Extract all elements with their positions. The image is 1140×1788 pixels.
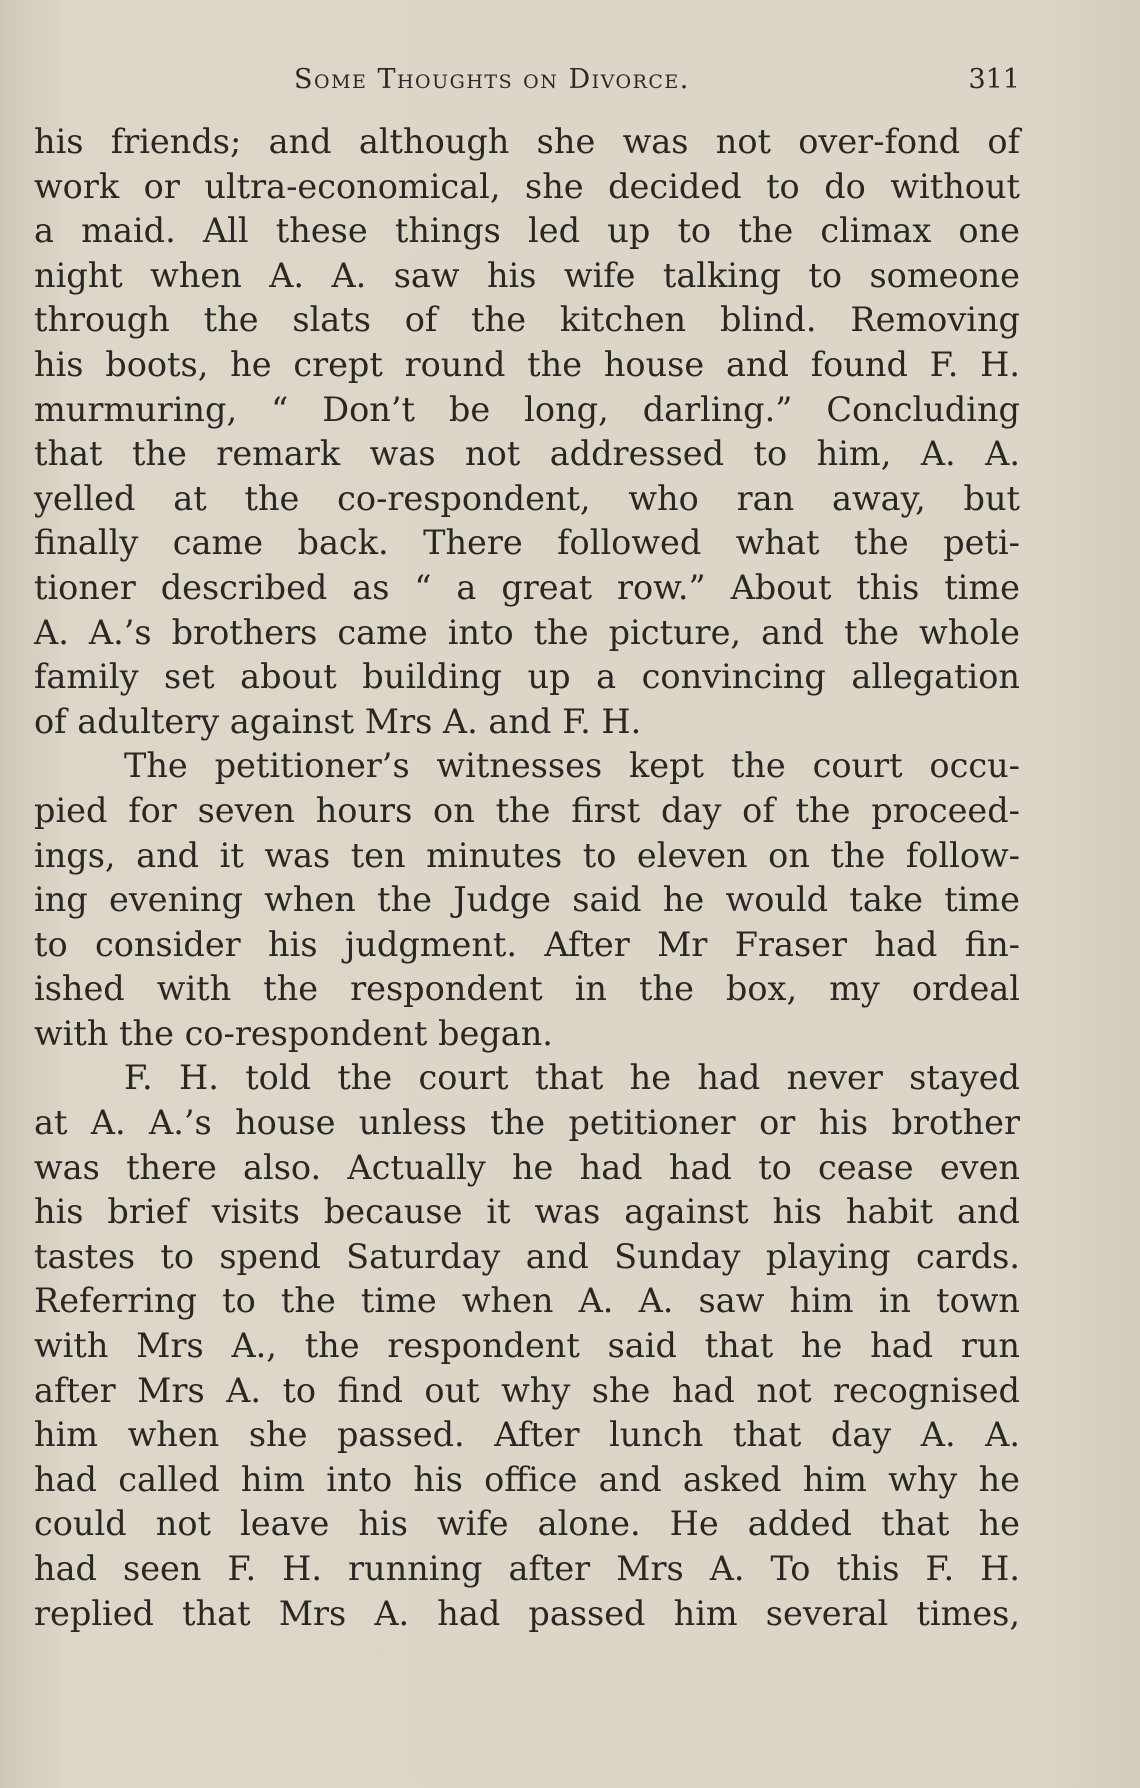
text-line: murmuring, “ Don’t be long, darling.” Concluding bbox=[34, 389, 1020, 429]
text-line: The petitioner’s witnesses kept the court occu- bbox=[124, 746, 1020, 786]
text-line: of adultery against Mrs A. and F. H. bbox=[34, 701, 642, 741]
text-line: F. H. told the court that he had never stayed bbox=[124, 1058, 1020, 1098]
text-line: could not leave his wife alone. He added that he bbox=[34, 1504, 1020, 1544]
text-line: ished with the respondent in the box, my ordeal bbox=[34, 969, 1020, 1009]
text-line: ing evening when the Judge said he would take time bbox=[34, 880, 1020, 920]
text-line: was there also. Actually he had had to cease even bbox=[34, 1147, 1020, 1187]
text-line: after Mrs A. to find out why she had not recognised bbox=[34, 1370, 1020, 1410]
text-line: ings, and it was ten minutes to eleven on the follow- bbox=[34, 835, 1020, 875]
text-line: replied that Mrs A. had passed him several times, bbox=[34, 1593, 1020, 1633]
text-line: to consider his judgment. After Mr Fraser had fin- bbox=[34, 924, 1020, 964]
text-line: yelled at the co-respondent, who ran away, but bbox=[34, 478, 1020, 518]
text-line: his brief visits because it was against his habit and bbox=[34, 1192, 1020, 1232]
text-line: tastes to spend Saturday and Sunday playing cards. bbox=[34, 1236, 1020, 1276]
text-line: had seen F. H. running after Mrs A. To this F. H. bbox=[34, 1549, 1020, 1588]
text-line: that the remark was not addressed to him, A. A. bbox=[34, 434, 1020, 474]
page-number: 311 bbox=[968, 64, 1020, 95]
text-line: at A. A.’s house unless the petitioner or his brother bbox=[34, 1103, 1020, 1143]
text-line: work or ultra-economical, she decided to do without bbox=[34, 166, 1020, 206]
text-line: through the slats of the kitchen blind. Removing bbox=[34, 300, 1020, 340]
text-line: A. A.’s brothers came into the picture, and the whole bbox=[34, 612, 1020, 652]
text-line: family set about building up a convincing allegation bbox=[34, 657, 1020, 697]
text-line: with the co-respondent began. bbox=[34, 1013, 553, 1053]
text-line: his boots, he crept round the house and found F. H. bbox=[34, 344, 1020, 384]
running-title: Some Thoughts on Divorce. bbox=[294, 64, 690, 95]
text-line: tioner described as “ a great row.” About this time bbox=[34, 567, 1020, 607]
body-text bbox=[34, 120, 1020, 1636]
text-line: pied for seven hours on the first day of the proceed- bbox=[34, 790, 1020, 830]
text-line: with Mrs A., the respondent said that he had run bbox=[34, 1326, 1020, 1366]
text-line: Referring to the time when A. A. saw him in town bbox=[34, 1281, 1020, 1321]
text-line: finally came back. There followed what the peti- bbox=[34, 523, 1020, 563]
text-line: him when she passed. After lunch that day A. A. bbox=[34, 1415, 1020, 1455]
text-line: night when A. A. saw his wife talking to someone bbox=[34, 255, 1020, 295]
text-line: his friends; and although she was not over-fond of bbox=[34, 122, 1020, 161]
text-line: a maid. All these things led up to the climax one bbox=[34, 211, 1020, 251]
page-header bbox=[34, 58, 1020, 98]
text-line: had called him into his office and asked him why he bbox=[34, 1459, 1020, 1499]
